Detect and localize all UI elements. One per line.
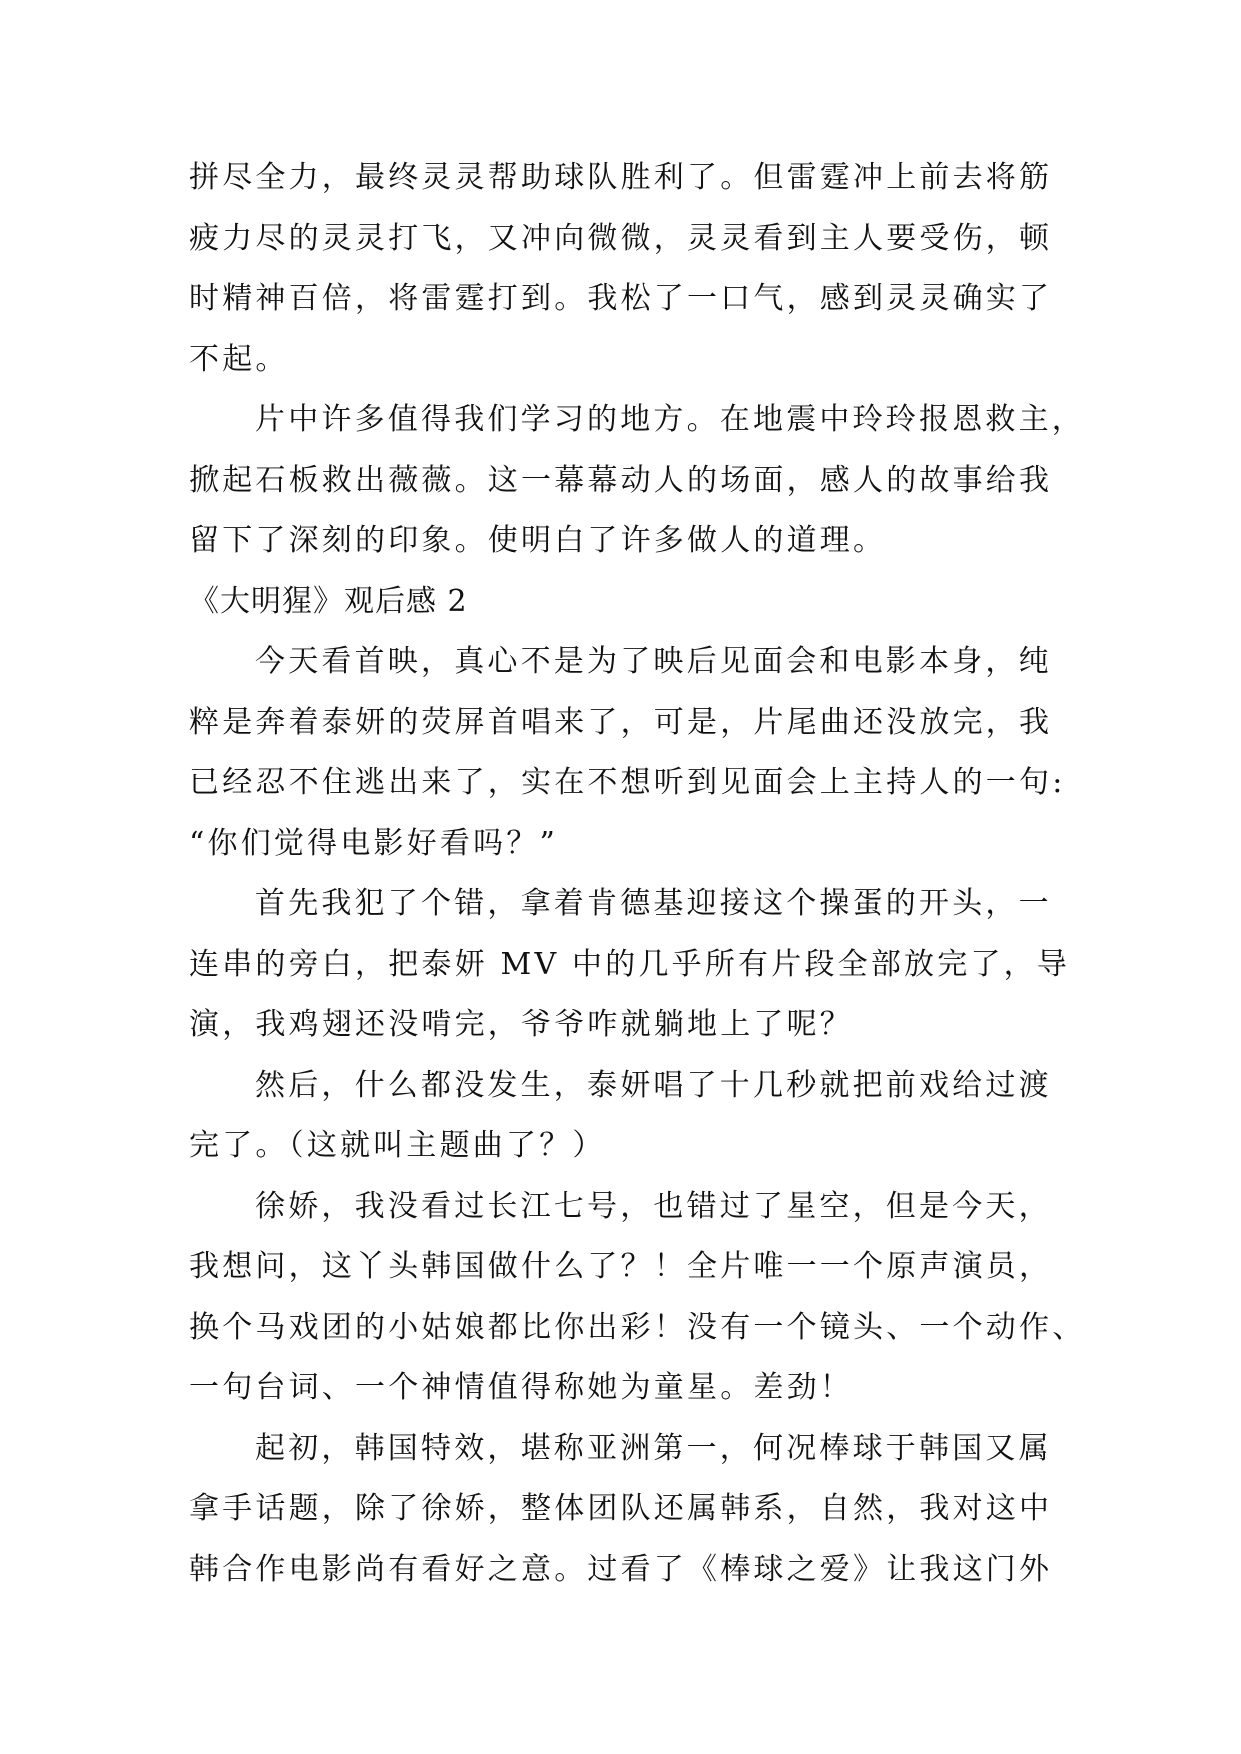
- text-line: 完了。（这就叫主题曲了？）: [189, 1128, 606, 1163]
- text-line: 留下了深刻的印象。使明白了许多做人的道理。: [189, 523, 887, 558]
- text-line: 换个马戏团的小姑娘都比你出彩！没有一个镜头、一个动作、: [189, 1309, 1086, 1345]
- text-line: 演，我鸡翅还没啃完，爷爷咋就躺地上了呢？: [189, 1007, 853, 1042]
- text-line: 粹是奔着泰妍的荧屏首唱来了，可是，片尾曲还没放完，我: [189, 704, 1053, 740]
- text-line: 掀起石板救出薇薇。这一幕幕动人的场面，感人的故事给我: [189, 462, 1053, 498]
- heading-line: 《大明猩》观后感 2: [189, 583, 468, 619]
- text-line: 时精神百倍，将雷霆打到。我松了一口气，感到灵灵确实了: [189, 281, 1053, 316]
- paragraph-6: [189, 1177, 1086, 1419]
- paragraph-3: [189, 632, 1066, 874]
- text-line: 韩合作电影尚有看好之意。过看了《棒球之爱》让我这门外: [189, 1551, 1053, 1587]
- text-line: 然后，什么都没发生，泰妍唱了十几秒就把前戏给过渡: [255, 1067, 1052, 1103]
- text-line: 拼尽全力，最终灵灵帮助球队胜利了。但雷霆冲上前去将筋: [189, 160, 1053, 195]
- text-line: 疲力尽的灵灵打飞，又冲向微微，灵灵看到主人要受伤，顿: [189, 220, 1053, 256]
- text-line: 我想问，这丫头韩国做什么了？！全片唯一一个原声演员，: [189, 1249, 1053, 1284]
- text-line: 起初，韩国特效，堪称亚洲第一，何况棒球于韩国又属: [255, 1430, 1052, 1466]
- text-line: 徐娇，我没看过长江七号，也错过了星空，但是今天，: [255, 1188, 1052, 1224]
- text-line: 今天看首映，真心不是为了映后见面会和电影本身，纯: [255, 644, 1052, 679]
- text-line: 已经忍不住逃出来了，实在不想听到见面会上主持人的一句:: [189, 765, 1066, 800]
- text-line: 拿手话题，除了徐娇，整体团队还属韩系，自然，我对这中: [189, 1491, 1053, 1526]
- text-column: [189, 148, 1086, 1600]
- text-line: 连串的旁白，把泰妍 MV 中的几乎所有片段全部放完了，导: [189, 946, 1071, 982]
- text-line: 首先我犯了个错，拿着肯德基迎接这个操蛋的开头，一: [255, 886, 1052, 921]
- paragraph-2: [189, 390, 1085, 572]
- paragraph-4: [189, 874, 1071, 1056]
- text-line: 片中许多值得我们学习的地方。在地震中玲玲报恩救主，: [255, 402, 1085, 437]
- paragraph-1: [189, 148, 1057, 390]
- section-heading: [189, 572, 1057, 633]
- text-line: 一句台词、一个神情值得称她为童星。差劲！: [189, 1370, 853, 1405]
- paragraph-7: [189, 1419, 1057, 1601]
- text-line: 不起。: [189, 341, 289, 377]
- text-line: “你们觉得电影好看吗？”: [189, 825, 559, 861]
- paragraph-5: [189, 1056, 1057, 1177]
